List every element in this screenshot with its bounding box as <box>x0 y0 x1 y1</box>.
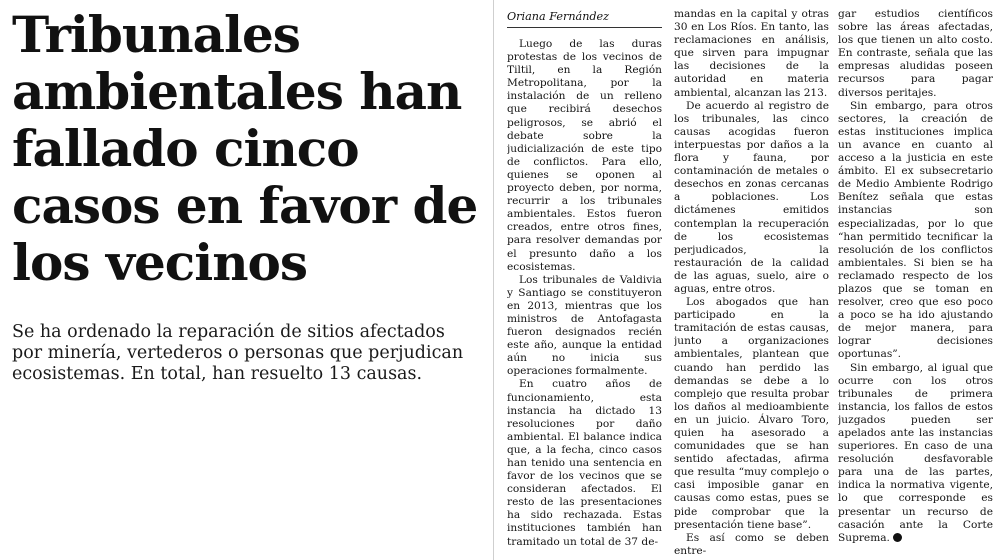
author-byline: Oriana Fernández <box>507 10 662 28</box>
column-divider <box>493 0 494 560</box>
body-paragraph: En cuatro años de funcionamiento, esta instancia ha dictado 13 resoluciones por daño ambiental. El balance indica que, a la fecha, cinco casos han tenido una sentencia en favor de los vecinos que se consideran afectados. El resto de las presentaciones ha sido rechazada. Estas instituciones también han tramitado un total de 37 de- <box>507 378 662 548</box>
body-paragraph: Es así como se deben entre- <box>674 531 829 557</box>
body-paragraph-continued: gar estudios científicos sobre las áreas afectadas, los que tienen un alto costo. En contraste, señala que las empresas aludidas poseen recursos para pagar diversos peritajes. <box>838 8 993 99</box>
body-paragraph-final <box>838 362 993 545</box>
body-paragraph: De acuerdo al registro de los tribunales, las cinco causas acogidas fueron interpuestas por daños a la flora y fauna, por contaminación de metales o desechos en zonas cercanas a poblaciones. Los dictámenes emitidos contemplan la recuperación de los ecosistemas perjudicados, la restauración de la calidad de las aguas, suelo, aire o aguas, entre otros. <box>674 99 829 295</box>
final-paragraph-text: Sin embargo, al igual que ocurre con los otros tribunales de primera instancia, los fallos de estos juzgados pueden ser apelados ante las instancias superiores. En caso de una resolución desfavorable para una de las partes, indica la normativa vigente, lo que corresponde es presentar un recurso de casación ante la Corte Suprema. <box>838 361 993 544</box>
end-of-article-mark <box>893 533 902 542</box>
body-column-1 <box>507 38 662 558</box>
body-column-3 <box>838 8 993 558</box>
article-deck: Se ha ordenado la reparación de sitios afectados por minería, vertederos o personas que perjudican ecosistemas. En total, han resuelto 13 causas. <box>12 322 464 384</box>
body-paragraph: Sin embargo, para otros sectores, la creación de estas instituciones implica un avance en cuanto al acceso a la justicia en este ámbito. El ex subsecretario de Medio Ambiente Rodrigo Benítez señala que estas instancias son especializadas, por lo que “han permitido tecnificar la resolución de los conflictos ambientales. Si bien se ha reclamado respecto de los plazos que se toman en resolver, creo que eso poco a poco se ha ido ajustando de mejor manera, para lograr decisiones oportunas”. <box>838 99 993 361</box>
body-paragraph-continued: mandas en la capital y otras 30 en Los Ríos. En tanto, las reclamaciones en análisis, que sirven para impugnar las decisiones de la autoridad en materia ambiental, alcanzan las 213. <box>674 8 829 99</box>
body-paragraph: Luego de las duras protestas de los vecinos de Tiltil, en la Región Metropolitana, por la instalación de un relleno que recibirá desechos peligrosos, se abrió el debate sobre la judicialización de este tipo de conflictos. Para ello, quienes se oponen al proyecto deben, por norma, recurrir a los tribunales ambientales. Estos fueron creados, entre otros fines, para resolver demandas por el presunto daño a los ecosistemas. <box>507 38 662 273</box>
body-paragraph: Los abogados que han participado en la tramitación de estas causas, junto a organizaciones ambientales, plantean que cuando han perdido las demandas se debe a lo complejo que resulta probar los daños al medioambiente en un juicio. Álvaro Toro, quien ha asesorado a comunidades que se han sentido afectadas, afirma que resulta “muy complejo o casi imposible ganar en causas como estas, pues se pide comprobar que la presentación tiene base”. <box>674 296 829 531</box>
body-paragraph: Los tribunales de Valdivia y Santiago se constituyeron en 2013, mientras que los ministros de Antofagasta fueron designados recién este año, aunque la entidad aún no inicia sus operaciones formalmente. <box>507 273 662 378</box>
body-column-2 <box>674 8 829 558</box>
article-headline: Tribunales ambientales han fallado cinco casos en favor de los vecinos <box>12 5 478 292</box>
